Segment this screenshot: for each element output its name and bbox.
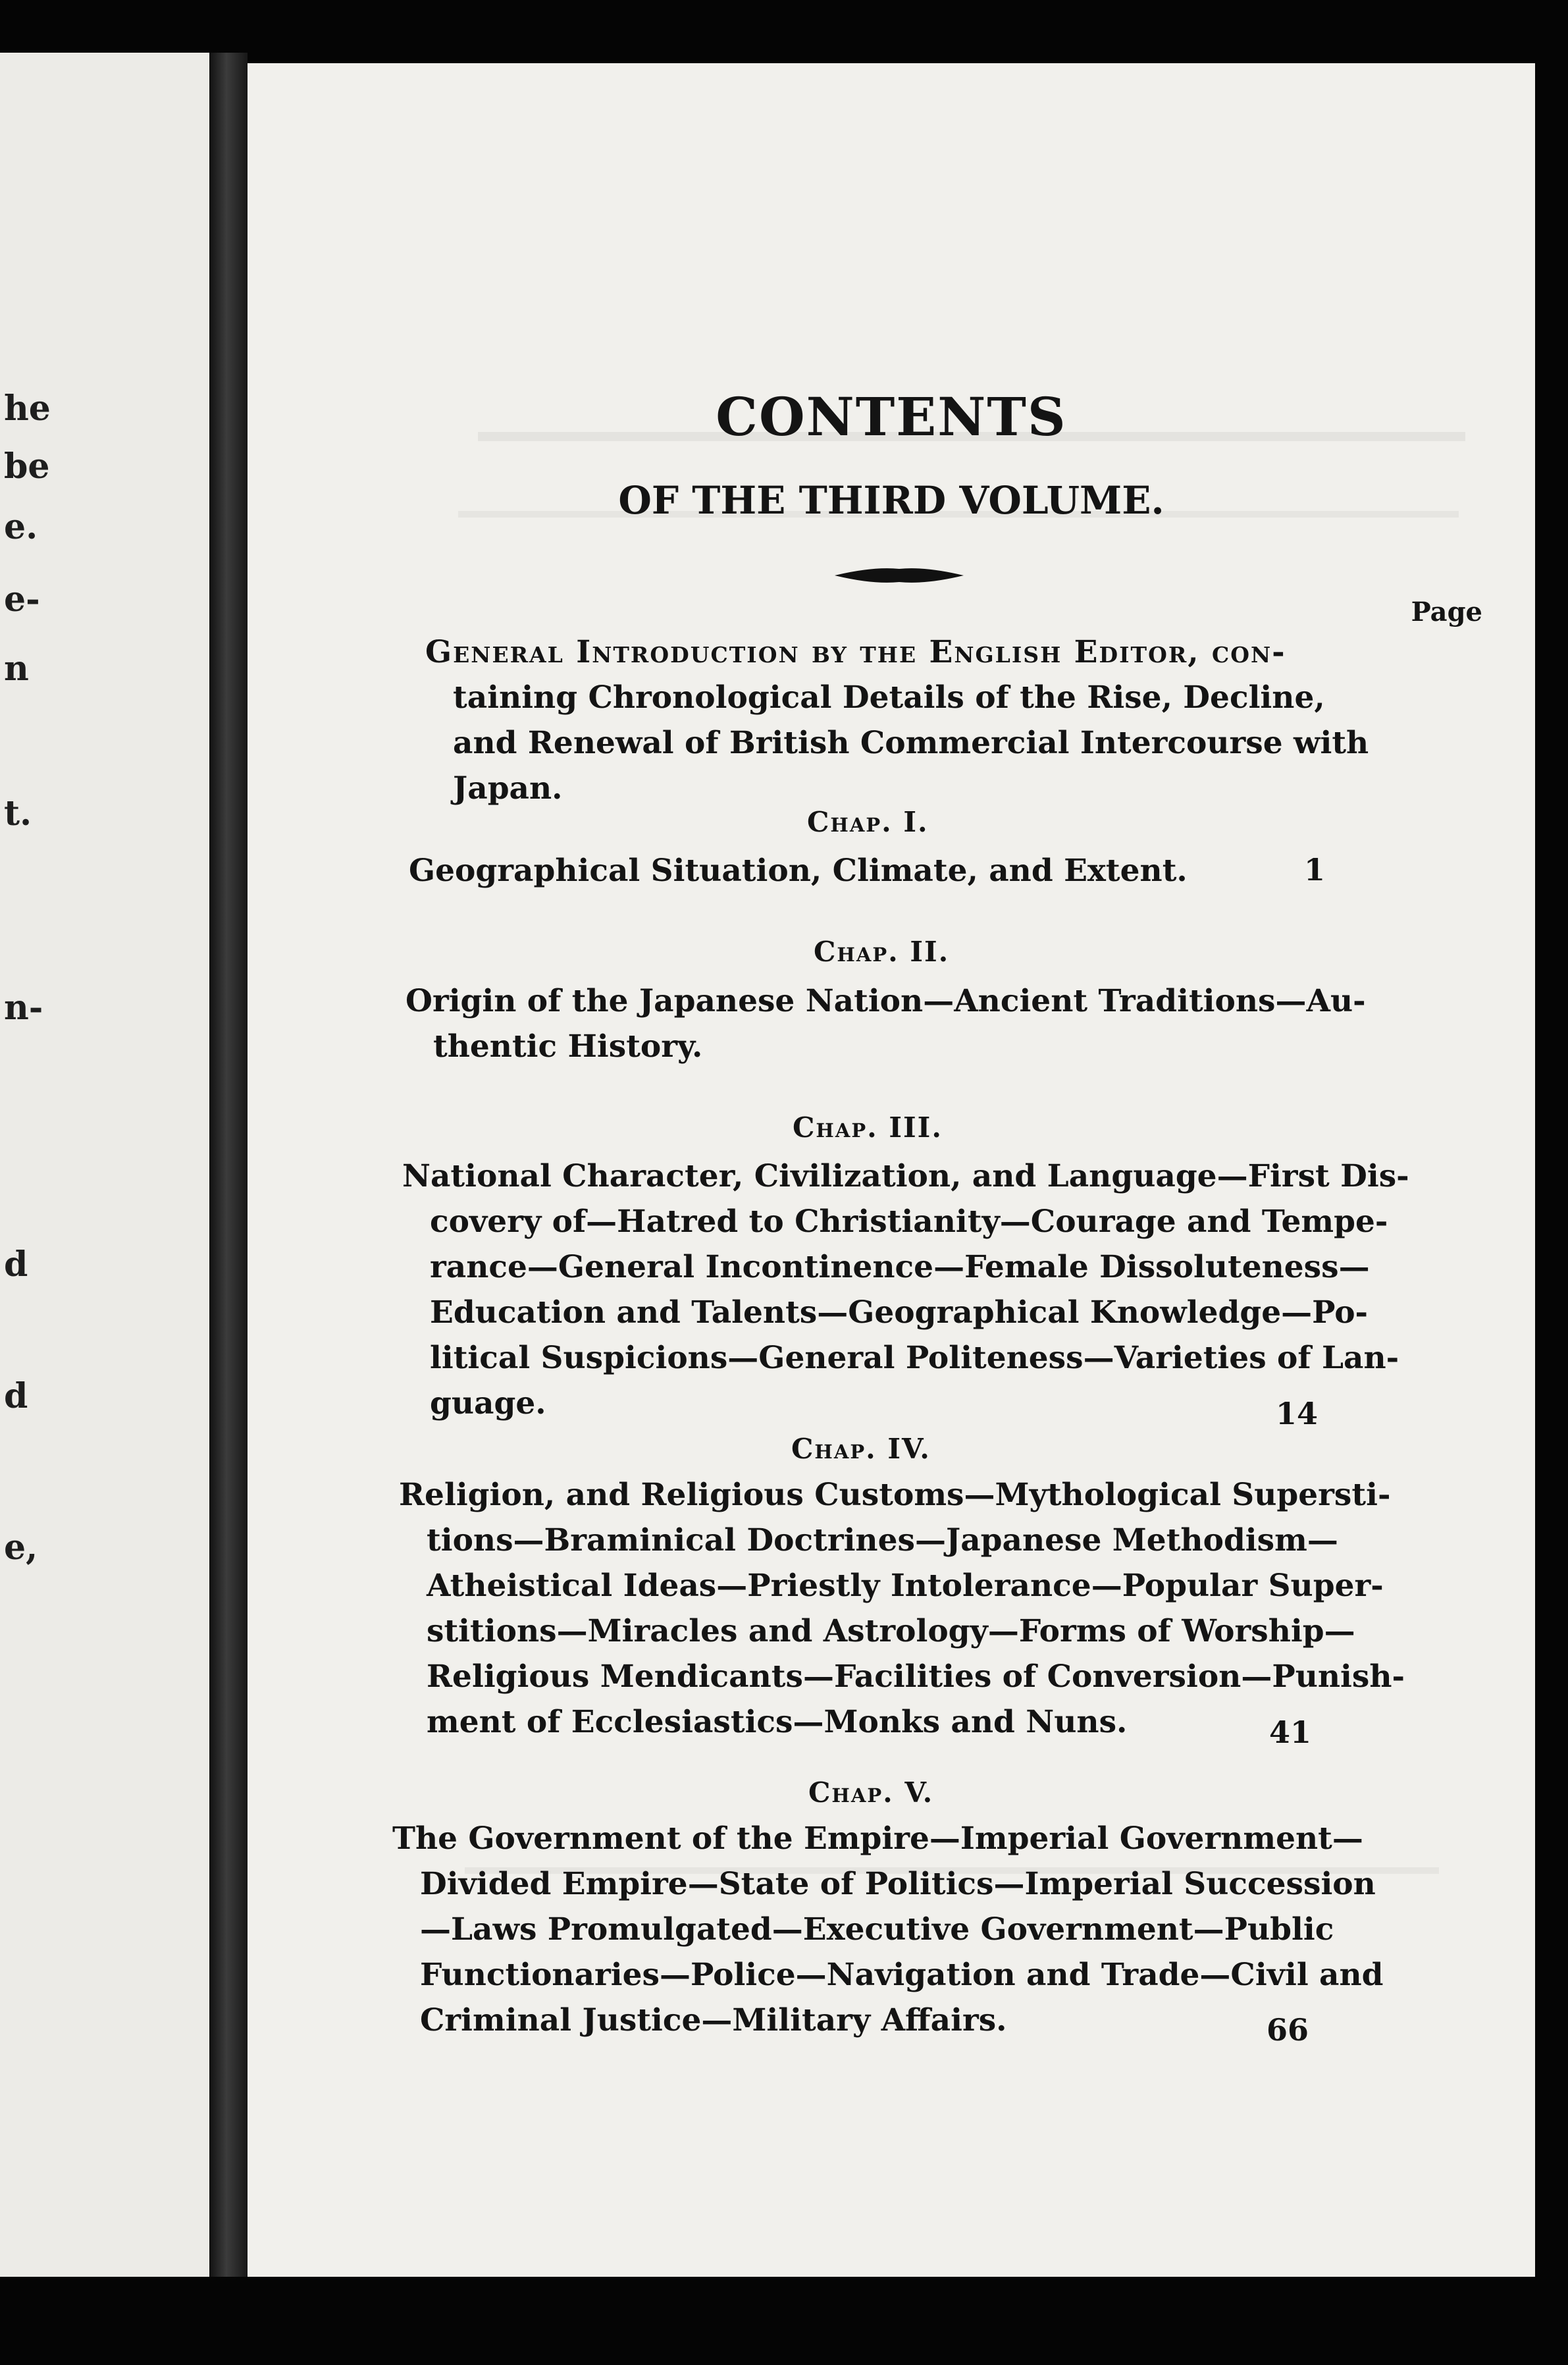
entry-line: covery of—Hatred to Christianity—Courage and Tempe- (430, 1204, 1388, 1240)
left-page (0, 53, 209, 2277)
entry-line: National Character, Civilization, and Language—First Dis- (402, 1158, 1409, 1194)
left-fragment: e, (4, 1528, 38, 1568)
entry-line: rance—General Incontinence—Female Dissoluteness— (430, 1249, 1370, 1285)
chapter-entry (392, 1816, 1384, 2043)
entry-line: Functionaries—Police—Navigation and Trade—Civil and (420, 1957, 1384, 1993)
introduction-entry (425, 629, 1369, 811)
entry-line: General Introduction by the English Editor, con- (425, 634, 1286, 670)
entry-line: Education and Talents—Geographical Knowledge—Po- (430, 1294, 1369, 1331)
entry-line: thentic History. (433, 1028, 703, 1065)
left-fragment: e- (4, 579, 40, 620)
chapter-heading: Chap. III. (793, 1111, 943, 1144)
page-number: 1 (1304, 852, 1326, 888)
left-fragment: d (4, 1244, 28, 1285)
page-number: 14 (1276, 1396, 1319, 1431)
left-fragment: n- (4, 988, 43, 1028)
left-fragment: be (4, 446, 50, 487)
chapter-heading: Chap. IV. (791, 1433, 931, 1465)
entry-line: Criminal Justice—Military Affairs. (420, 2002, 1007, 2038)
entry-line: —Laws Promulgated—Executive Government—Public (420, 1911, 1334, 1948)
entry-line: Origin of the Japanese Nation—Ancient Traditions—Au- (405, 983, 1366, 1019)
book-gutter (209, 53, 248, 2277)
entry-line: taining Chronological Details of the Rise, Decline, (453, 679, 1325, 716)
entry-line: and Renewal of British Commercial Intercourse with (453, 725, 1369, 761)
entry-line: Religion, and Religious Customs—Mythological Supersti- (399, 1477, 1391, 1513)
chapter-heading: Chap. I. (807, 806, 929, 838)
entry-line: Divided Empire—State of Politics—Imperial Succession (420, 1866, 1376, 1902)
chapter-entry (399, 1472, 1405, 1745)
chapter-heading: Chap. II. (814, 936, 950, 968)
entry-line: Geographical Situation, Climate, and Extent. (409, 853, 1188, 889)
left-fragment: e. (4, 507, 38, 547)
divider-ornament-icon (833, 562, 965, 589)
entry-line: tions—Braminical Doctrines—Japanese Methodism— (427, 1522, 1338, 1558)
contents-page (248, 63, 1535, 2277)
entry-line: litical Suspicions—General Politeness—Varieties of Lan- (430, 1340, 1399, 1376)
chapter-entry (402, 1154, 1409, 1426)
entry-line: Religious Mendicants—Facilities of Conversion—Punish- (427, 1659, 1405, 1695)
page-number: 66 (1267, 2012, 1309, 2048)
entry-line: ment of Ecclesiastics—Monks and Nuns. (427, 1704, 1128, 1740)
left-fragment: he (4, 388, 51, 429)
entry-line: guage. (430, 1385, 546, 1422)
page-title: CONTENTS (716, 386, 1067, 448)
left-fragment: t. (4, 793, 32, 834)
entry-line: The Government of the Empire—Imperial Government— (392, 1820, 1363, 1857)
entry-line: Japan. (453, 770, 563, 807)
page-column-label: Page (1411, 597, 1482, 627)
left-fragment: n (4, 649, 29, 689)
page-subtitle: OF THE THIRD VOLUME. (618, 478, 1164, 523)
left-fragment: d (4, 1376, 28, 1416)
chapter-entry (405, 978, 1366, 1069)
page-number: 41 (1269, 1714, 1312, 1750)
chapter-heading: Chap. V. (808, 1776, 934, 1809)
chapter-entry (409, 848, 1188, 893)
entry-line: stitions—Miracles and Astrology—Forms of Worship— (427, 1613, 1355, 1649)
entry-line: Atheistical Ideas—Priestly Intolerance—Popular Super- (427, 1568, 1384, 1604)
